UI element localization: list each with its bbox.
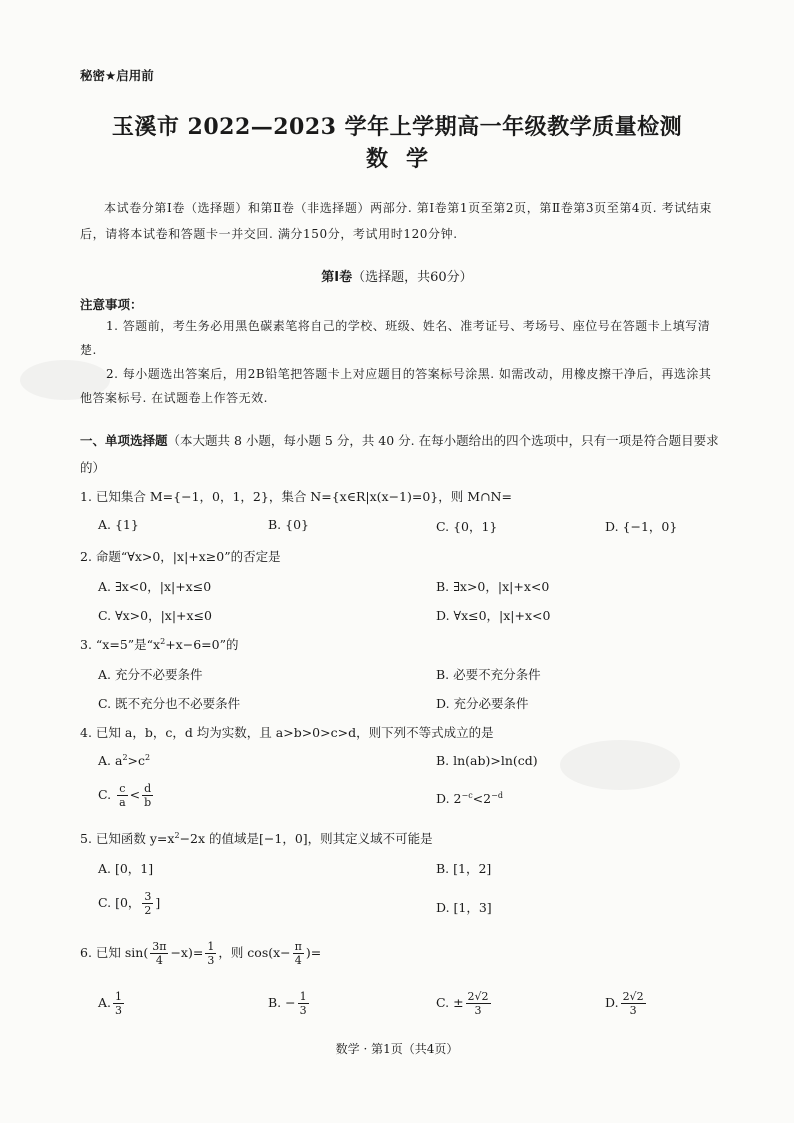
question-5-option-c-post: ] (155, 895, 161, 910)
part-one-detail: （选择题，共60分） (352, 270, 473, 285)
question-6-frac3 (293, 940, 304, 967)
question-3-option-d: D. 充分必要条件 (436, 696, 529, 711)
question-6-option-d-frac (621, 990, 646, 1017)
frac-numerator: d (144, 782, 152, 795)
question-5-option-c-frac (142, 890, 153, 917)
question-6-mid2: ，则 cos(x− (218, 945, 291, 960)
question-6-option-c (436, 990, 493, 1017)
question-1-option-c: C. {0，1} (436, 519, 498, 534)
question-6-post: )= (305, 945, 322, 960)
frac-denominator: b (144, 796, 152, 809)
question-3-stem-post: +x−6=0”的 (165, 637, 239, 652)
question-5-option-c (98, 890, 160, 917)
question-1-stem: 1. 已知集合 M={−1，0，1，2}，集合 N={x∈R|x(x−1)=0}，则 M∩N= (80, 489, 512, 504)
frac-numerator: 3 (144, 890, 152, 903)
section-one (80, 427, 720, 481)
frac-numerator: 1 (207, 940, 215, 953)
frac-denominator: 3 (115, 1004, 123, 1017)
question-6-option-c-label: C. ± (436, 995, 464, 1010)
part-one-label: 第Ⅰ卷 (321, 270, 353, 285)
notice-heading: 注意事项： (80, 297, 143, 312)
confidential-label: 秘密★启用前 (80, 68, 154, 83)
question-3-stem-pre: 3. “x=5”是“x (80, 637, 161, 652)
question-4-option-d-pre: D. 2 (436, 791, 462, 807)
frac-numerator: 2√2 (467, 990, 489, 1003)
question-4-option-d-mid: <2 (472, 791, 492, 807)
frac-numerator: 1 (115, 990, 123, 1003)
question-5-option-c-pre: C. [0， (98, 895, 141, 910)
page-footer: 数学 · 第1页（共4页） (335, 1042, 459, 1056)
question-5-option-b: B. [1，2] (436, 861, 492, 876)
question-5-option-d: D. [1，3] (436, 900, 492, 915)
question-6-frac2 (205, 940, 216, 967)
question-4-stem: 4. 已知 a，b，c，d 均为实数，且 a>b>0>c>d，则下列不等式成立的是 (80, 725, 494, 740)
question-4-option-d-exp2: −d (491, 791, 503, 800)
frac-numerator: 3π (152, 940, 167, 953)
question-4-option-c-label: C. (98, 787, 112, 802)
subject-title: 数学 (365, 146, 446, 172)
question-4-option-a-pre: A. a (98, 753, 123, 769)
question-4-option-a-mid: >c (127, 753, 146, 769)
question-6-mid1: −x)= (170, 945, 204, 960)
exam-title: 玉溪市 2022—2023 学年上学期高一年级教学质量检测 (111, 114, 683, 140)
question-2-stem: 2. 命题“∀x>0，|x|+x≥0”的否定是 (80, 549, 281, 564)
question-6-option-a-label: A. (98, 995, 112, 1010)
question-5-stem-pre: 5. 已知函数 y=x (80, 831, 175, 846)
question-5-stem-post: −2x 的值域是[−1，0]，则其定义域不可能是 (179, 831, 433, 846)
frac-numerator: π (294, 940, 302, 953)
frac-numerator: c (117, 782, 128, 796)
frac-denominator: 3 (207, 954, 215, 967)
question-6-option-b (268, 990, 311, 1017)
question-6-option-c-frac (466, 990, 491, 1017)
question-4-option-c-frac1 (117, 782, 128, 809)
frac-denominator: a (119, 796, 126, 809)
notice-item-2: 2. 每小题选出答案后，用2B铅笔把答题卡上对应题目的答案标号涂黑. 如需改动，用橡皮擦干净后，再选涂其他答案标号. 在试题卷上作答无效. (80, 367, 712, 405)
frac-denominator: 3 (629, 1004, 637, 1017)
question-1-option-d: D. {−1，0} (605, 519, 678, 534)
frac-denominator: 4 (155, 954, 163, 967)
question-4-option-d (436, 791, 503, 806)
question-3-exponent: 2 (160, 636, 166, 646)
question-5-exponent: 2 (174, 830, 180, 840)
question-5-option-a: A. [0，1] (98, 861, 154, 876)
question-6-option-b-frac (298, 990, 309, 1017)
frac-denominator: 3 (474, 1004, 482, 1017)
question-3-option-b: B. 必要不充分条件 (436, 667, 541, 682)
question-4-option-c (98, 782, 155, 809)
question-1-option-b: B. {0} (268, 517, 309, 532)
notice-item-1: 1. 答题前，考生务必用黑色碳素笔将自己的学校、班级、姓名、准考证号、考场号、座位号在答题卡上填写清楚. (80, 319, 711, 357)
question-6-frac1 (150, 940, 168, 967)
question-2-option-c: C. ∀x>0，|x|+x≤0 (98, 608, 213, 623)
question-3-option-a: A. 充分不必要条件 (98, 667, 203, 682)
section-one-desc: （本大题共 8 小题，每小题 5 分，共 40 分. 在每小题给出的四个选项中，只有一项是符合题目要求的） (80, 433, 719, 475)
question-4-option-a (98, 753, 150, 768)
question-6-option-b-label: B. − (268, 995, 296, 1010)
question-4-option-c-frac2 (142, 782, 153, 809)
question-4-option-c-lt: < (129, 787, 141, 802)
frac-numerator: 2√2 (622, 990, 644, 1003)
section-one-heading: 一、单项选择题 (80, 433, 168, 448)
frac-numerator: 1 (299, 990, 307, 1003)
question-2-option-b: B. ∃x>0，|x|+x<0 (436, 579, 550, 594)
frac-denominator: 2 (144, 904, 152, 917)
question-2-option-d: D. ∀x≤0，|x|+x<0 (436, 608, 551, 623)
part-one-heading (0, 266, 794, 285)
question-6-option-a (98, 990, 126, 1017)
question-5-stem (80, 829, 433, 847)
question-6-option-d (605, 990, 648, 1017)
question-4-option-d-exp1: −c (461, 791, 473, 800)
question-4-option-a-exp2: 2 (145, 753, 151, 762)
question-6-option-d-label: D. (605, 995, 619, 1010)
question-3-stem (80, 635, 238, 653)
question-6-pre: 6. 已知 sin( (80, 945, 149, 960)
exam-intro: 本试卷分第Ⅰ卷（选择题）和第Ⅱ卷（非选择题）两部分. 第Ⅰ卷第1页至第2页，第Ⅱ卷第3页至第4页. 考试结束后，请将本试卷和答题卡一并交回. 满分150分，考试用时120分钟. (80, 201, 712, 241)
frac-denominator: 3 (299, 1004, 307, 1017)
frac-denominator: 4 (294, 954, 302, 967)
question-2-option-a: A. ∃x<0，|x|+x≤0 (98, 579, 212, 594)
question-6-option-a-frac (113, 990, 124, 1017)
question-1-option-a: A. {1} (98, 517, 139, 532)
question-3-option-c: C. 既不充分也不必要条件 (98, 696, 241, 711)
question-4-option-a-exp1: 2 (122, 753, 128, 762)
question-4-option-b: B. ln(ab)>ln(cd) (436, 753, 538, 768)
question-6-stem (80, 940, 321, 967)
